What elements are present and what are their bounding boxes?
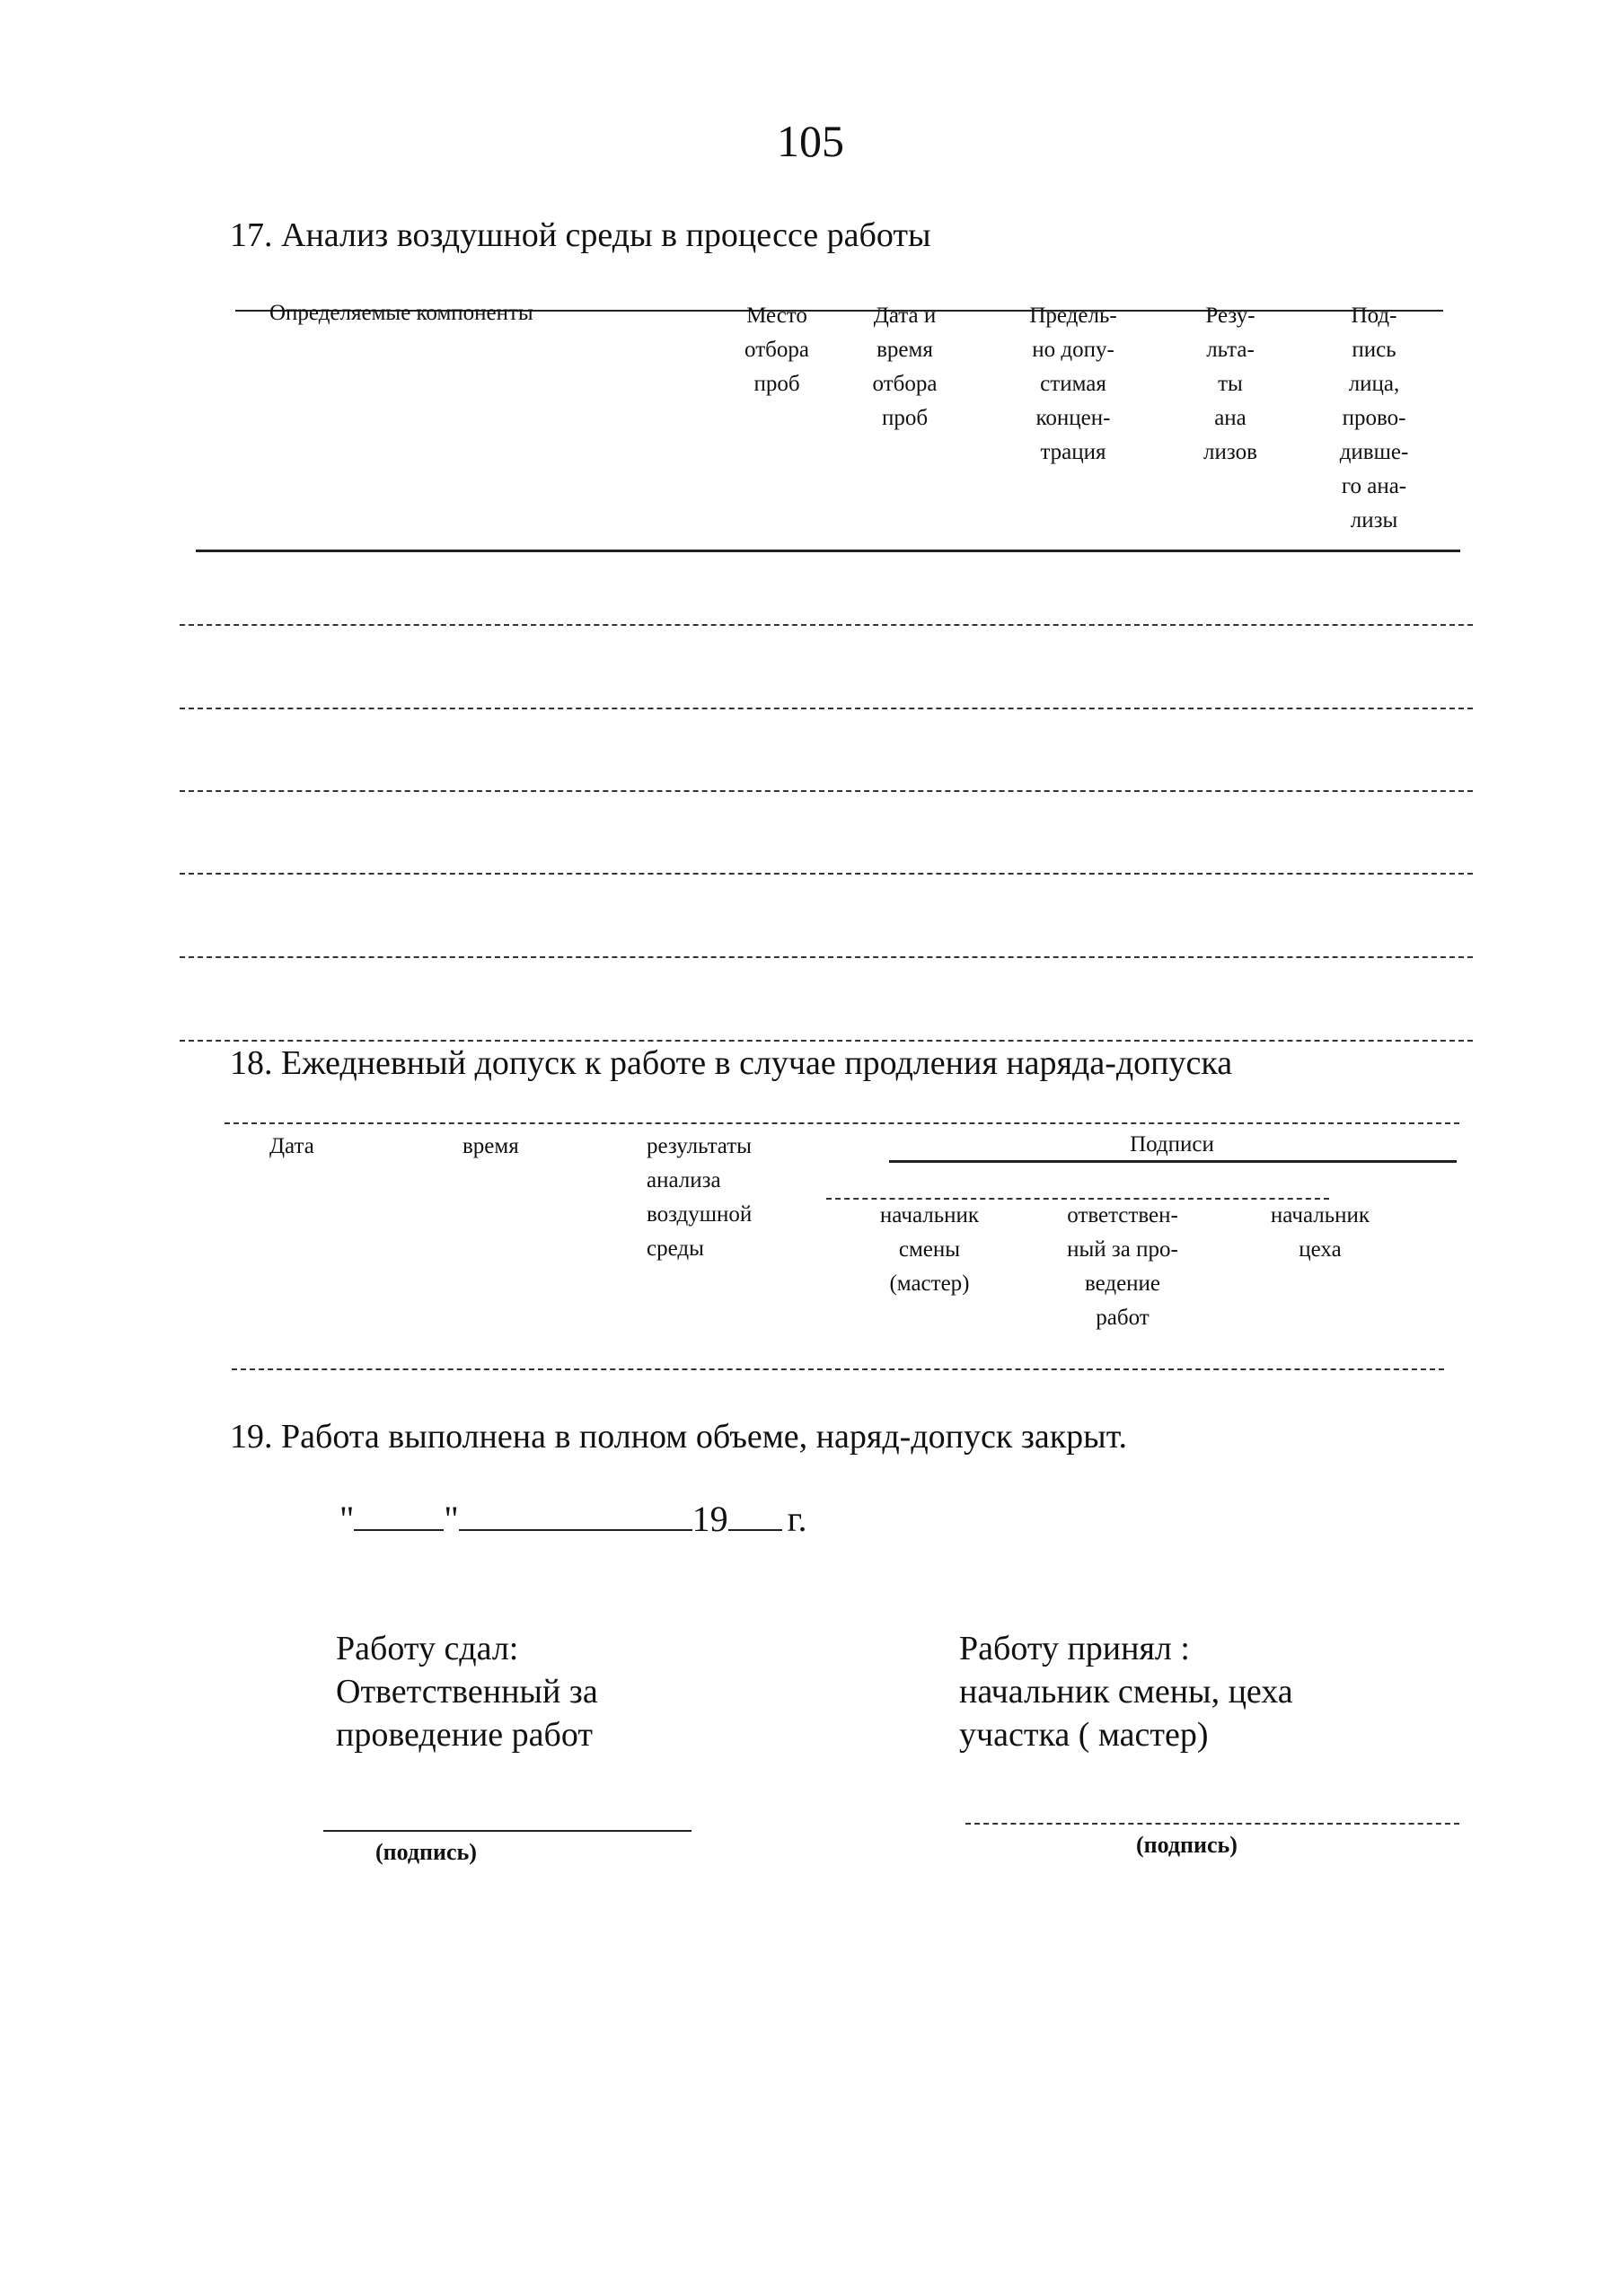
entry-line <box>180 1040 1473 1042</box>
section-17-table-header-rule <box>196 550 1460 552</box>
column-header-responsible-for-works: ответствен- ный за про- ведение работ <box>1067 1203 1178 1330</box>
entry-line <box>180 708 1473 709</box>
handed-over-block: Работу сдал: Ответственный за проведение работ <box>336 1630 598 1754</box>
month-blank[interactable] <box>459 1499 692 1531</box>
signature-caption-right: (подпись) <box>1136 1832 1238 1858</box>
signatures-header-rule <box>889 1160 1457 1163</box>
section-18-table-top-rule <box>225 1122 1459 1124</box>
signature-line-left[interactable] <box>323 1830 692 1832</box>
column-header-max-concentration: Предель- но допу- стимая концен- трация <box>1029 303 1117 464</box>
entry-line <box>180 790 1473 792</box>
column-header-components: Определяемые компоненты <box>269 301 533 325</box>
column-header-shift-supervisor: начальник смены (мастер) <box>879 1203 980 1296</box>
column-header-analysis-results: Резу- льта- ты ана лизов <box>1203 303 1257 464</box>
date-open-quote: " <box>339 1499 355 1539</box>
entry-line <box>232 1368 1444 1370</box>
section-18-title: 18. Ежедневный допуск к работе в случае продления наряда-допуска <box>230 1044 1233 1082</box>
column-header-sampling-place: Место отбора проб <box>744 303 809 396</box>
column-header-analyst-signature: Под- пись лица, прово- дивше- го ана- лизы <box>1339 303 1409 532</box>
day-blank[interactable] <box>354 1499 444 1531</box>
column-header-time: время <box>463 1134 519 1158</box>
closing-date-line <box>339 1498 807 1540</box>
entry-line <box>180 956 1473 958</box>
year-suffix: г. <box>787 1499 807 1539</box>
date-close-quote: " <box>444 1499 459 1539</box>
entry-line <box>180 624 1473 626</box>
section-17-title: 17. Анализ воздушной среды в процессе работы <box>230 216 931 254</box>
year-blank[interactable] <box>728 1499 782 1531</box>
column-header-date: Дата <box>269 1134 314 1158</box>
signatures-group-header: Подписи <box>1130 1132 1214 1157</box>
signature-caption-left: (подпись) <box>375 1839 477 1865</box>
entry-line <box>180 873 1473 875</box>
page-number: 105 <box>777 116 844 166</box>
column-header-shop-manager: начальник цеха <box>1270 1203 1370 1262</box>
section-19-title: 19. Работа выполнена в полном объеме, наряд-допуск закрыт. <box>230 1418 1127 1456</box>
column-header-air-analysis-results: результаты анализа воздушной среды <box>647 1134 753 1261</box>
signature-line-right[interactable] <box>965 1823 1459 1825</box>
column-header-sampling-datetime: Дата и время отбора проб <box>872 303 938 430</box>
year-prefix: 19 <box>692 1499 728 1539</box>
accepted-block: Работу принял : начальник смены, цеха участка ( мастер) <box>959 1630 1293 1754</box>
